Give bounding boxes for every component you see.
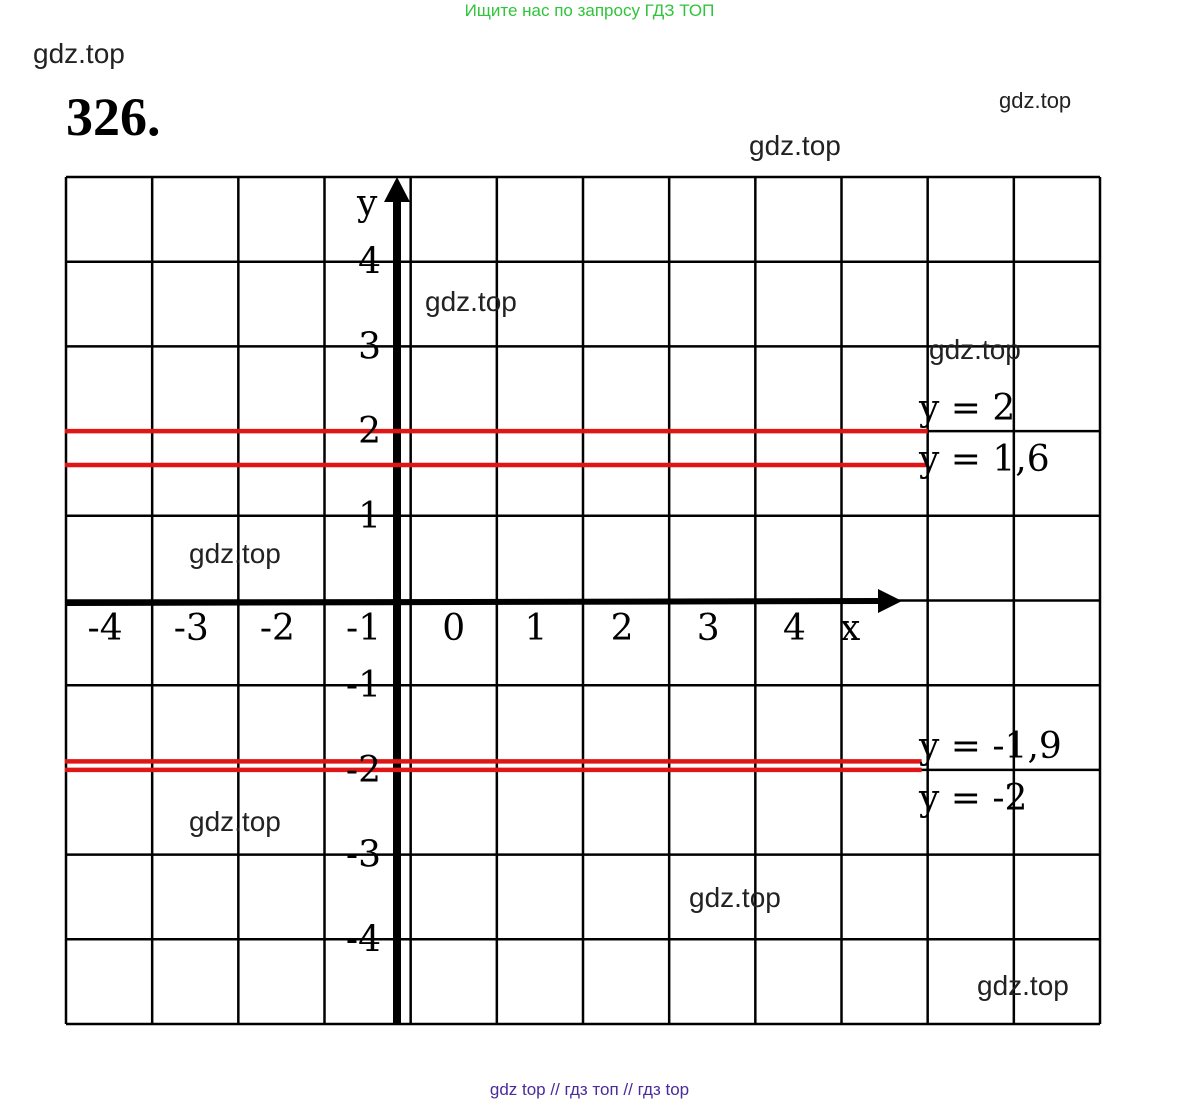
watermark: gdz.top	[189, 538, 281, 569]
x-axis	[66, 601, 880, 603]
footer-link[interactable]: гдз топ	[564, 1080, 619, 1099]
problem-number: 326.	[66, 87, 161, 147]
footer-links	[0, 1080, 1179, 1102]
watermark: gdz.top	[999, 88, 1072, 113]
x-tick-label: 1	[524, 608, 548, 649]
x-tick-label: 4	[782, 608, 806, 649]
watermark: gdz.top	[977, 970, 1069, 1001]
x-tick-label: 3	[696, 608, 720, 649]
x-tick-label: -2	[259, 608, 295, 649]
watermark: gdz.top	[929, 334, 1021, 365]
line-equation-label: y = -2	[919, 778, 1028, 819]
y-tick-label: -2	[345, 749, 381, 791]
x-tick-label: 2	[610, 608, 634, 649]
watermark: gdz.top	[33, 38, 125, 69]
y-tick-label: -4	[345, 919, 381, 961]
y-axis-arrow	[384, 177, 410, 202]
search-banner[interactable]: Ищите нас по запросу ГДЗ ТОП	[464, 1, 715, 20]
x-axis-arrow	[878, 589, 902, 613]
x-tick-label: 0	[442, 608, 466, 649]
y-tick-label: 2	[358, 411, 381, 453]
watermark: gdz.top	[425, 286, 517, 317]
y-tick-label: 3	[358, 326, 381, 368]
watermark: gdz.top	[749, 130, 841, 161]
y-tick-label: -1	[345, 665, 381, 707]
x-tick-label: -4	[87, 608, 123, 649]
footer-separator: //	[623, 1080, 633, 1099]
line-equations	[918, 388, 1062, 819]
x-tick-label: -1	[346, 608, 382, 649]
y-tick-label: -3	[345, 834, 381, 876]
line-equation-label: y = -1,9	[919, 726, 1062, 767]
line-equation-label: y = 2	[919, 388, 1016, 429]
footer-link[interactable]: гдз top	[637, 1080, 690, 1099]
y-axis-label: y	[357, 183, 378, 224]
watermark: gdz.top	[189, 806, 281, 837]
footer-link[interactable]: gdz top	[489, 1080, 546, 1099]
y-tick-label: 1	[358, 495, 381, 537]
y-tick-label: 4	[358, 241, 381, 283]
line-equation-label: y = 1,6	[919, 439, 1050, 480]
x-tick-label: -3	[173, 608, 209, 649]
footer-separator: //	[550, 1080, 560, 1099]
watermark: gdz.top	[689, 882, 781, 913]
x-axis-label: x	[840, 608, 861, 649]
